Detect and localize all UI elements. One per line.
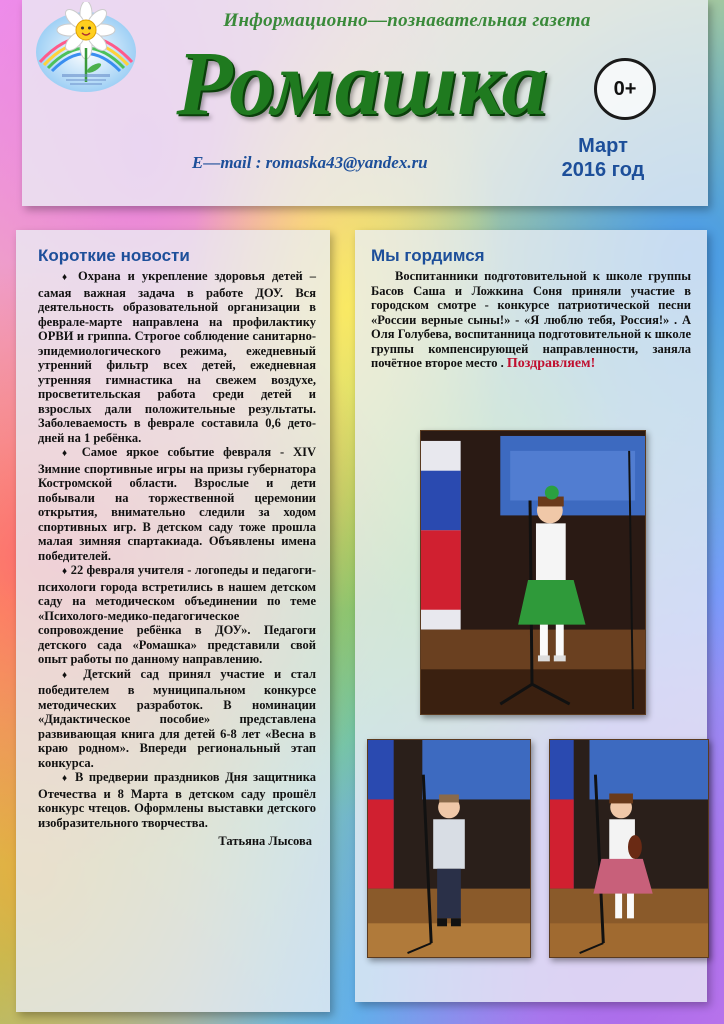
news-item-text: Охрана и укрепление здоровья детей – самая важная задача в работе ДОУ. Вся деятельность образовательной организации в феврале-марте направлена на профилактику ОРВИ и гриппа. Строгое соблюдение санитарно-эпидемиологического режима, ежедневный утренний фильтр всех детей, ежедневная утренняя гимнастика на свежем воздухе, просветительская работа среди детей и взрослых дали положительные результаты. Заболеваемость в феврале составила 0,6 дето-дней на 1 ребёнка. [38, 269, 316, 445]
article-author: Татьяна Лысова [218, 834, 312, 848]
newspaper-subtitle: Информационно—познавательная газета [223, 10, 591, 31]
issue-date [528, 134, 678, 182]
issue-year: 2016 год [561, 159, 645, 181]
news-list [32, 269, 316, 830]
proud-text-body: Воспитанники подготовительной к школе группы Басов Саша и Ложкина Соня приняли участие в городском смотре - конкурсе патриотической песни «России верные сыны!» - «Я люблю тебя, Россия!» . А Оля Голубева, воспитанница подготовительной к школе группы компенсирующей направленности, заняла почётное второе место . [371, 269, 691, 370]
short-news-heading: Короткие новости [38, 246, 190, 265]
news-item-text: Детский сад принял участие и стал победителем в муниципальном конкурсе методических разработок. В номинации «Дидактическое пособие» представлена развивающая книга для детей 6-8 лет «Весна в краю родном». Впереди региональный этап конкурса. [38, 666, 316, 770]
age-rating-badge: 0+ [594, 58, 656, 120]
proud-text [371, 269, 691, 372]
proud-article [371, 269, 691, 372]
newspaper-header [22, 0, 708, 206]
diamond-bullet-icon: ♦ [62, 669, 74, 681]
diamond-bullet-icon: ♦ [62, 773, 70, 784]
diamond-bullet-icon: ♦ [62, 566, 68, 577]
contact-email[interactable]: E—mail : romaska43@yandex.ru [192, 153, 428, 172]
news-item [38, 445, 316, 563]
news-item [38, 269, 316, 445]
proud-heading: Мы гордимся [371, 246, 485, 265]
news-item [38, 667, 316, 771]
news-item-text: 22 февраля учителя - логопеды и педагоги-психологи города встретились в нашем детском саду на методическом объединении по теме «Психолого-медико-педагогическое сопровождение ребёнка в ДОУ». Педагоги детского сада «Ромашка» представили свой опыт работы по данному направлению. [38, 563, 316, 666]
photo-girl-with-violin [549, 739, 709, 958]
diamond-bullet-icon: ♦ [62, 272, 71, 283]
news-item-text: Самое яркое событие февраля - XIV Зимние спортивные игры на призы губернатора Костромской области. Взрослые и дети побывали на торжественной церемонии открытия, внимательно следили за ходом спортивных игр. В детском саду тоже прошла малая зимняя спартакиада. Объявлены имена победителей. [38, 445, 316, 563]
photo-boy-singing [367, 739, 531, 958]
photo-girl-singing [420, 430, 646, 715]
chamomile-logo-icon [32, 2, 140, 94]
issue-month: Март [578, 135, 628, 157]
congrats-text: Поздравляем! [506, 356, 596, 371]
newspaper-title: Ромашка [176, 32, 548, 134]
news-item-text: В предверии праздников Дня защитника Отечества и 8 Марта в детском саду прошёл конкурс чтецов. Оформлены выставки детского изобразительного творчества. [38, 770, 316, 830]
diamond-bullet-icon: ♦ [62, 448, 73, 459]
short-news-panel [16, 230, 330, 1012]
news-item [38, 770, 316, 830]
news-item [38, 563, 316, 667]
